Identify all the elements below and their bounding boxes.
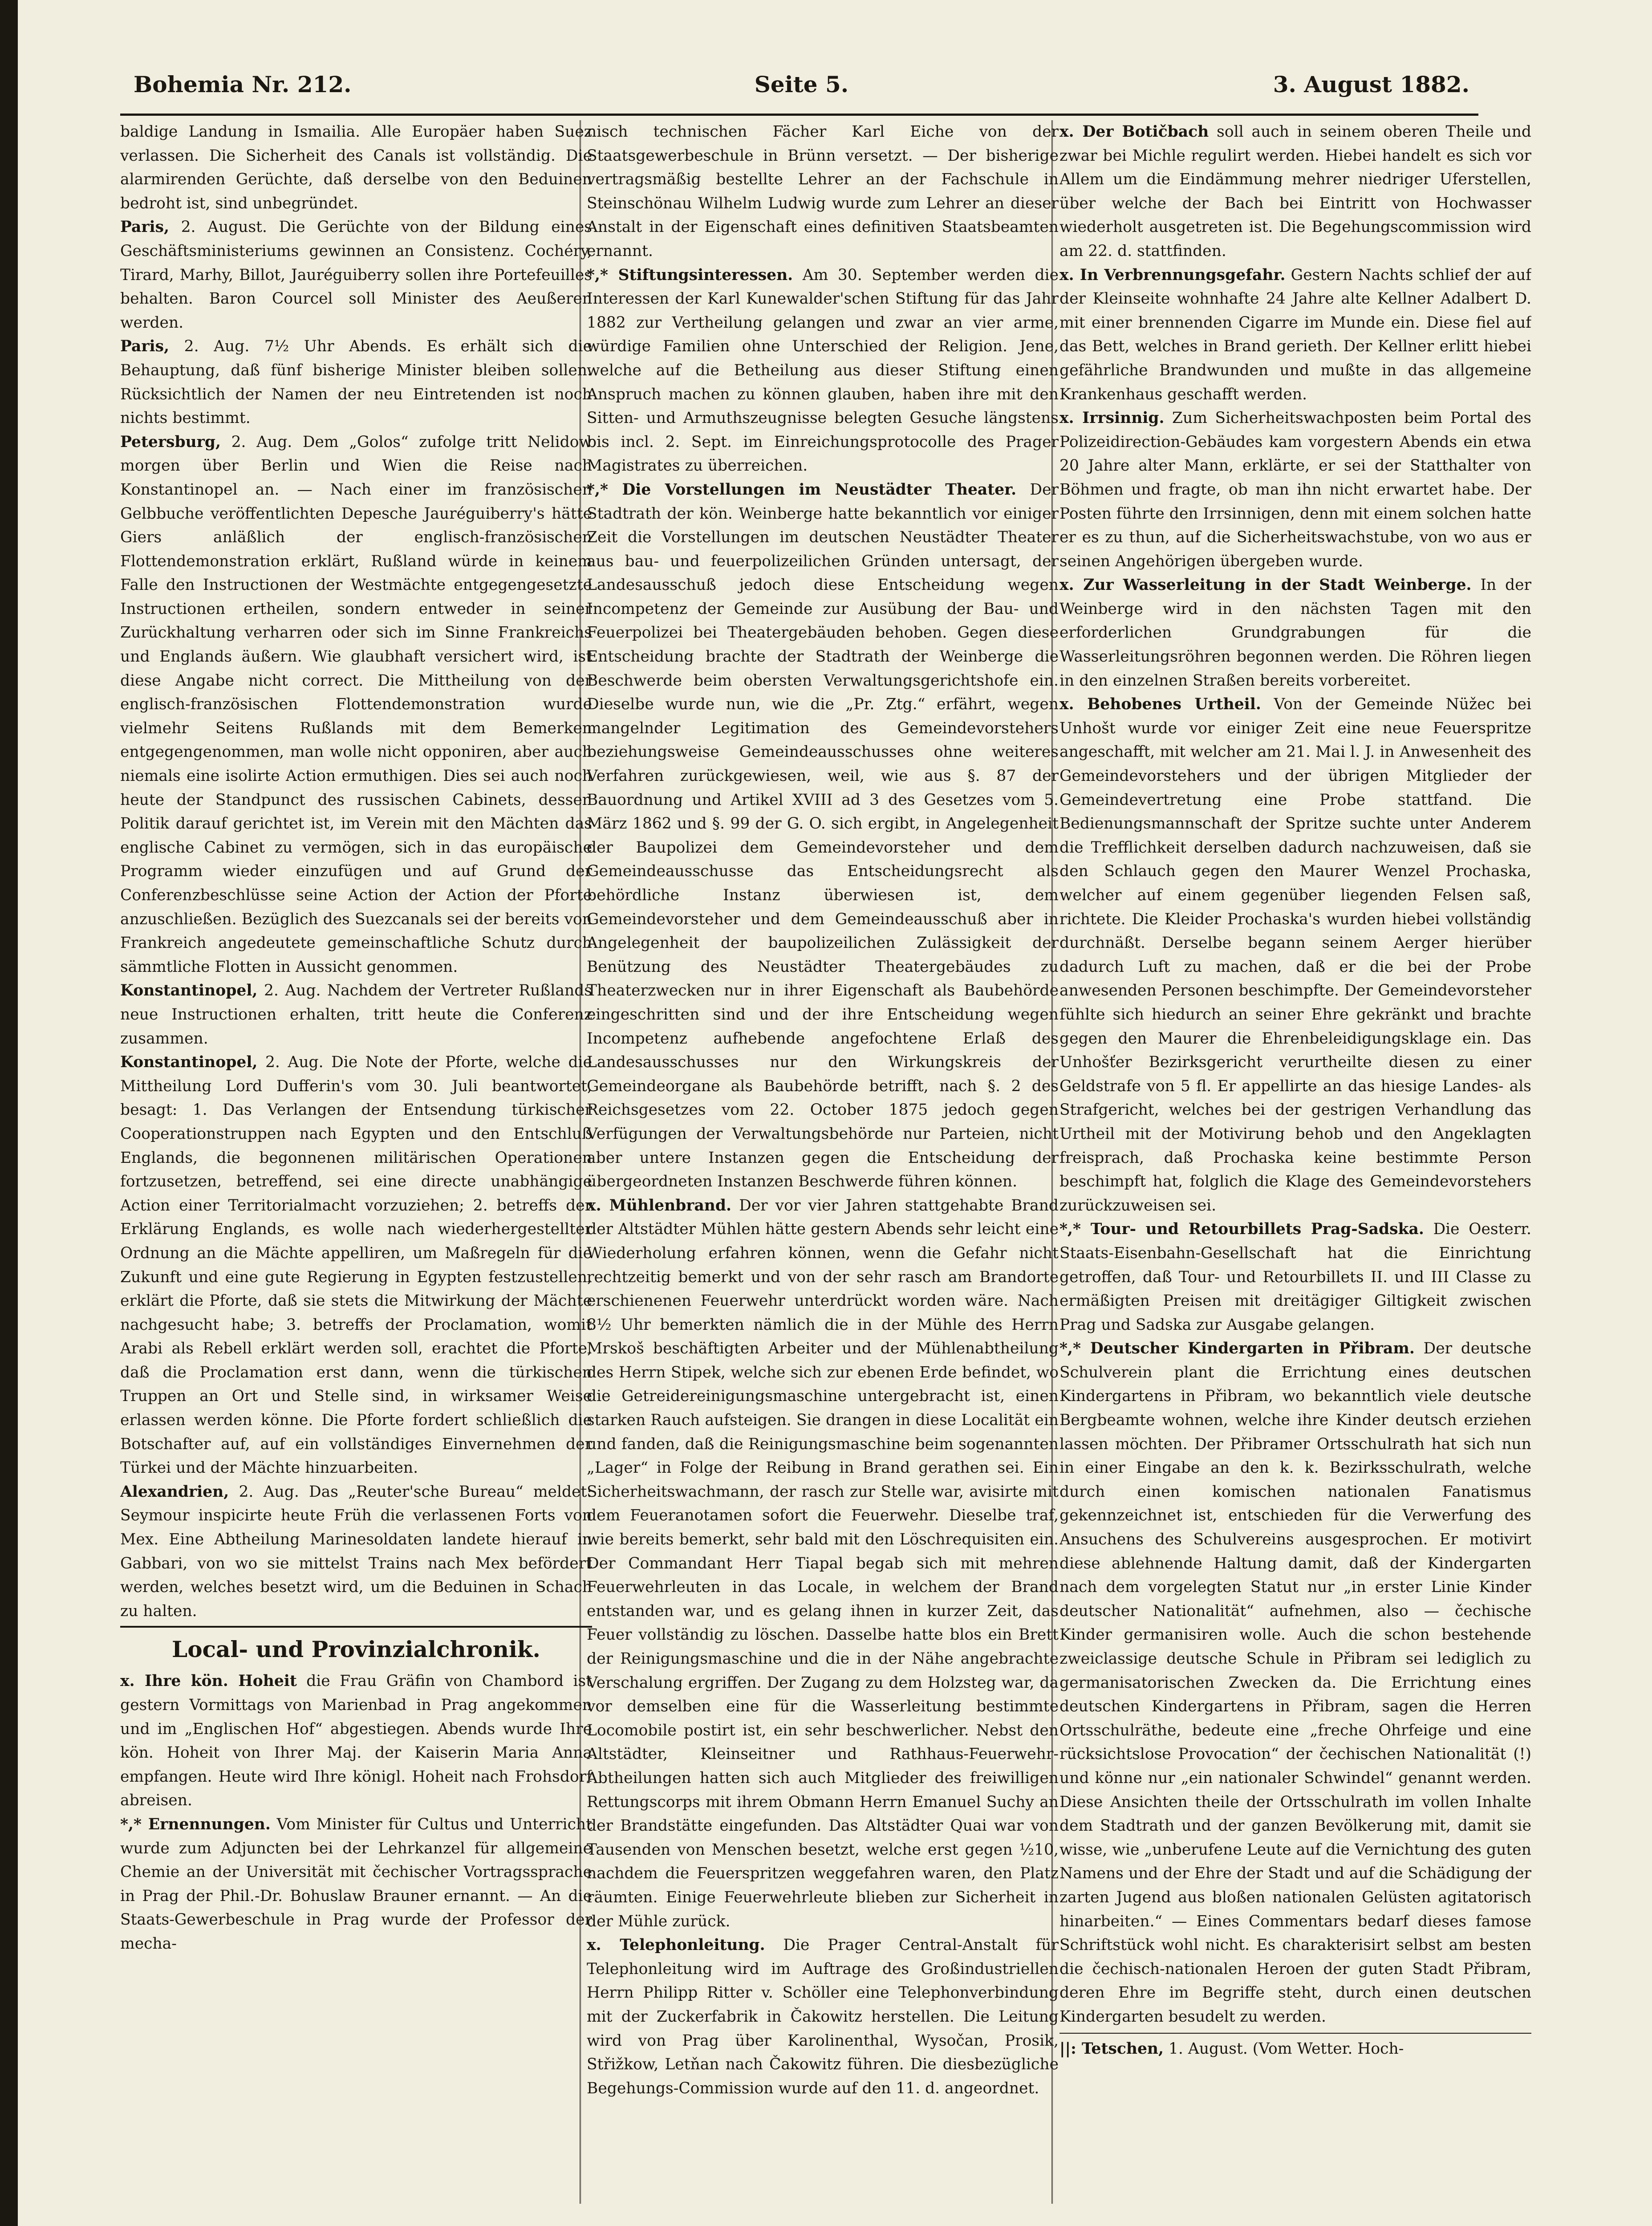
article-paragraph: x. Zur Wasserleitung in der Stadt Weinberge. In der Weinberge wird in den nächsten Tagen mit den erforderlichen Grundgrabungen für die Wasserleitungsröhren begonnen werden. Die Röhren liegen in den einzelnen Straßen bereits vorbereitet. bbox=[1059, 576, 1531, 690]
article-paragraph: *,* Stiftungsinteressen. Am 30. September werden die Interessen der Karl Kunewalder'schen Stiftung für das Jahr 1882 zur Vertheilung gelangen und zwar an vier arme, würdige Familien ohne Unterschied der Religion. Jene, welche auf die Betheilung aus dieser Stiftung einen Anspruch machen zu können glauben, haben ihre mit den Sitten- und Armuthszeugnisse belegten Gesuche längstens bis incl. 2. Sept. im Einreichungsprotocolle des Prager Magistrates zu überreichen. bbox=[587, 266, 1059, 475]
article-paragraph: Konstantinopel, 2. Aug. Die Note der Pforte, welche die Mittheilung Lord Dufferin's vom 30. Juli beantwortet, besagt: 1. Das Verlangen der Entsendung türkischer Cooperationstruppen nach Egypten und den Entschluß Englands, die begonnenen militärischen Operationen fortzusetzen, betreffend, sei eine directe unabhängige Action einer Territorialmacht vorzuziehen; 2. betreffs der Erklärung Englands, es wolle nach wiederhergestellter Ordnung an die Mächte appelliren, um Maßregeln für die Zukunft und eine gute Regierung in Egypten festzustellen, erklärt die Pforte, daß sie stets die Mitwirkung der Mächte nachgesucht habe; 3. betreffs der Proclamation, womit Arabi als Rebell erklärt werden soll, erachtet die Pforte, daß die Proclamation erst dann, wenn die türkischen Truppen an Ort und Stelle sind, in wirksamer Weise erlassen werden könne. Die Pforte fordert schließlich die Botschafter auf, auf ein vollständiges Einvernehmen der Türkei und der Mächte hinzuarbeiten. bbox=[120, 1053, 592, 1477]
page-number: Seite 5. bbox=[754, 71, 849, 97]
article-paragraph: *,* Ernennungen. Vom Minister für Cultus und Unterricht wurde zum Adjuncten bei der Lehrkanzel für allgemeine Chemie an der Universität mit čechischer Vortragssprache in Prag der Phil.-Dr. Bohuslaw Brauner ernannt. — An die Staats-Gewerbeschule in Prag wurde der Professor der mecha- bbox=[120, 1815, 592, 1953]
paper-name: Bohemia Nr. 212. bbox=[134, 71, 352, 97]
column-2 bbox=[587, 120, 1059, 2204]
page-header bbox=[134, 62, 1469, 107]
article-paragraph: Alexandrien, 2. Aug. Das „Reuter'sche Bureau“ meldet: Seymour inspicirte heute Früh die verlassenen Forts von Mex. Eine Abtheilung Marinesoldaten landete hierauf in Gabbari, von wo sie mittelst Trains nach Mex befördert werden, welches besetzt wird, um die Beduinen in Schach zu halten. bbox=[120, 1483, 592, 1620]
section-title: Local- und Provinzialchronik. bbox=[172, 1636, 540, 1663]
article-paragraph: ||: Tetschen, 1. August. (Vom Wetter. Hoch- bbox=[1059, 2039, 1404, 2058]
article-paragraph: Paris, 2. August. Die Gerüchte von der Bildung eines Geschäftsministeriums gewinnen an Consistenz. Cochéry, Tirard, Marhy, Billot, Jauréguiberry sollen ihre Portefeuilles behalten. Baron Courcel soll Minister des Aeußeren werden. bbox=[120, 218, 592, 332]
section-rule bbox=[120, 1626, 592, 1628]
article-paragraph: nisch technischen Fächer Karl Eiche von der Staatsgewerbeschule in Brünn versetzt. — Der bisherige vertragsmäßig bestellte Lehrer an der Fachschule in Steinschönau Wilhelm Ludwig wurde zum Lehrer an dieser Anstalt in der Eigenschaft eines definitiven Staatsbeamten ernannt. bbox=[587, 123, 1059, 260]
article-paragraph: x. Telephonleitung. Die Prager Central-Anstalt für Telephonleitung wird im Auftrage des Großindustriellen Herrn Philipp Ritter v. Schöller eine Telephonverbindung mit der Zuckerfabrik in Čakowitz herstellen. Die Leitung wird von Prag über Karolinenthal, Wysočan, Prosik, Střižkow, Letňan nach Čakowitz führen. Die diesbezügliche Begehungs-Commission wurde auf den 11. d. angeordnet. bbox=[587, 1936, 1059, 2097]
header-rule bbox=[120, 114, 1478, 116]
article-paragraph: baldige Landung in Ismailia. Alle Europäer haben Suez verlassen. Die Sicherheit des Canals ist vollständig. Die alarmirenden Gerüchte, daß derselbe von den Beduinen bedroht ist, sind unbegründet. bbox=[120, 123, 592, 212]
scan-edge bbox=[0, 0, 18, 2226]
article-paragraph: x. Ihre kön. Hoheit die Frau Gräfin von Chambord ist gestern Vormittags von Marienbad in Prag angekommen und im „Englischen Hof“ abgestiegen. Abends wurde Ihre kön. Hoheit von Ihrer Maj. der Kaiserin Maria Anna empfangen. Heute wird Ihre königl. Hoheit nach Frohsdorf abreisen. bbox=[120, 1672, 592, 1810]
article-paragraph: *,* Tour- und Retourbillets Prag-Sadska. Die Oesterr. Staats-Eisenbahn-Gesellschaft hat die Einrichtung getroffen, daß Tour- und Retourbillets II. und III Classe zu ermäßigten Preisen mit dreitägiger Giltigkeit zwischen Prag und Sadska zur Ausgabe gelangen. bbox=[1059, 1220, 1531, 1334]
article-paragraph: x. Der Botičbach soll auch in seinem oberen Theile und zwar bei Michle regulirt werden. Hiebei handelt es sich vor Allem um die Eindämmung mehrer niedriger Uferstellen, über welche der Bach bei Eintritt von Hochwasser wiederholt ausgetreten ist. Die Begehungscommission wird am 22. d. stattfinden. bbox=[1059, 123, 1531, 260]
column-1 bbox=[120, 120, 592, 2204]
article-rule bbox=[1059, 2033, 1531, 2034]
article-paragraph: Konstantinopel, 2. Aug. Nachdem der Vertreter Rußlands neue Instructionen erhalten, tritt heute die Conferenz zusammen. bbox=[120, 982, 592, 1048]
article-paragraph: x. Behobenes Urtheil. Von der Gemeinde Nüžec bei Unhošt wurde vor einiger Zeit eine neue Feuerspritze angeschafft, mit welcher am 21. Mai l. J. in Anwesenheit des Gemeindevorstehers und der übrigen Mitglieder der Gemeindevertretung eine Probe stattfand. Die Bedienungsmannschaft der Spritze suchte unter Anderem die Trefflichkeit derselben dadurch nachzuweisen, daß sie den Schlauch gegen den Maurer Wenzel Prochaska, welcher auf einem gegenüber liegenden Felsen saß, richtete. Die Kleider Prochaska's wurden hiebei vollständig durchnäßt. Derselbe begann seinem Aerger hierüber dadurch Luft zu machen, daß er die bei der Probe anwesenden Personen beschimpfte. Der Gemeindevorsteher fühlte sich hiedurch an seiner Ehre gekränkt und brachte gegen den Maurer die Ehrenbeleidigungsklage ein. Das Unhošťer Bezirksgericht verurtheilte diesen zu einer Geldstrafe von 5 fl. Er appellirte an das hiesige Landes- als Strafgericht, welches bei der gestrigen Verhandlung das Urtheil mit der Motivirung behob und den Angeklagten freisprach, daß Prochaska keine bestimmte Person beschimpft hat, folglich die Klage des Gemeindevorstehers zurückzuweisen sei. bbox=[1059, 695, 1531, 1215]
column-3 bbox=[1059, 120, 1531, 2204]
issue-date: 3. August 1882. bbox=[1273, 71, 1469, 97]
article-paragraph: *,* Deutscher Kindergarten in Přibram. Der deutsche Schulverein plant die Errichtung eines deutschen Kindergartens in Přibram, wo bekanntlich viele deutsche Bergbeamte wohnen, welche ihre Kinder deutsch erziehen lassen möchten. Der Přibramer Ortsschulrath hat sich nun in einer Eingabe an den k. k. Bezirksschulrath, welche durch einen komischen nationalen Fanatismus gekennzeichnet ist, entschieden für die Verwerfung des Ansuchens des Schulvereins ausgesprochen. Er motivirt diese ablehnende Haltung damit, daß der Kindergarten nach dem vorgelegten Statut nur „in erster Linie Kinder deutscher Nationalität“ aufnehmen, also — čechische Kinder germanisiren wolle. Auch die schon bestehende zweiclassige deutsche Schule in Přibram sei lediglich zu germanisatorischen Zwecken da. Die Errichtung eines deutschen Kindergartens in Přibram, sagen die Herren Ortsschulräthe, bedeute eine „freche Ohrfeige und eine rücksichtslose Provocation“ der čechischen Nationalität (!) und könne nur „ein nationaler Schwindel“ genannt werden. Diese Ansichten theile der Ortsschulrath im vollen Inhalte dem Stadtrath und der ganzen Bevölkerung mit, damit sie wisse, wie „unberufene Leute auf die Vernichtung des guten Namens und der Ehre der Stadt und auf die Schädigung der zarten Jugend aus bloßen nationalen Gelüsten agitatorisch hinarbeiten.“ — Eines Commentars bedarf dieses famose Schriftstück wohl nicht. Es charakterisirt selbst am besten die čechisch-nationalen Heroen der guten Stadt Přibram, deren Ehre im Begriffe steht, durch einen deutschen Kindergarten besudelt zu werden. bbox=[1059, 1340, 1531, 2026]
article-paragraph: *,* Die Vorstellungen im Neustädter Theater. Der Stadtrath der kön. Weinberge hatte bekanntlich vor einiger Zeit die Vorstellungen im deutschen Neustädter Theater aus bau- und feuerpolizeilichen Gründen untersagt, der Landesausschuß jedoch diese Entscheidung wegen Incompetenz der Gemeinde zur Ausübung der Bau- und Feuerpolizei bei Theatergebäuden behoben. Gegen diese Entscheidung brachte der Stadtrath der Weinberge die Beschwerde beim obersten Verwaltungsgerichtshofe ein. Dieselbe wurde nun, wie die „Pr. Ztg.“ erfährt, wegen mangelnder Legitimation des Gemeindevorstehers beziehungsweise Gemeindeausschusses ohne weiteres Verfahren zurückgewiesen, weil, wie aus §. 87 der Bauordnung und Artikel XVIII ad 3 des Gesetzes vom 5. März 1862 und §. 99 der G. O. sich ergibt, in Angelegenheit der Baupolizei dem Gemeindevorsteher und dem Gemeindeausschusse das Entscheidungsrecht als behördliche Instanz überwiesen ist, dem Gemeindevorsteher und dem Gemeindeausschuß aber in Angelegenheit der baupolizeilichen Zulässigkeit der Benützung des Neustädter Theatergebäudes zu Theaterzwecken nur in ihrer Eigenschaft als Baubehörde eingeschritten sind und der ihre Entscheidung wegen Incompetenz aufhebende angefochtene Erlaß des Landesausschusses nur den Wirkungskreis der Gemeindeorgane als Baubehörde betrifft, nach §. 2 des Reichsgesetzes vom 22. October 1875 jedoch gegen Verfügungen der Verwaltungsbehörde nur Parteien, nicht aber untere Instanzen gegen die Entscheidung der übergeordneten Instanzen Beschwerde führen können. bbox=[587, 480, 1059, 1191]
article-paragraph: x. Mühlenbrand. Der vor vier Jahren stattgehabte Brand der Altstädter Mühlen hätte gestern Abends sehr leicht eine Wiederholung erfahren können, wenn die Gefahr nicht rechtzeitig bemerkt und von der sehr rasch am Brandorte erschienenen Feuerwehr unterdrückt worden wäre. Nach 8½ Uhr bemerkten nämlich die in der Mühle des Herrn Mrskoš beschäftigten Arbeiter und der Mühlenabtheilung des Herrn Stipek, welche sich zur ebenen Erde befindet, wo die Getreidereinigungsmaschine untergebracht ist, einen starken Rauch aufsteigen. Sie drangen in diese Localität ein und fanden, daß die Reinigungsmaschine beim sogenannten „Lager“ in Folge der Reibung in Brand gerathen sei. Ein Sicherheitswachmann, der rasch zur Stelle war, avisirte mit dem Feueranotamen sofort die Feuerwehr. Dieselbe traf, wie bereits bemerkt, sehr bald mit den Löschrequisiten ein. Der Commandant Herr Tiapal begab sich mit mehren Feuerwehrleuten in das Locale, in welchem der Brand entstanden war, und es gelang ihnen in kurzer Zeit, das Feuer vollständig zu löschen. Dasselbe hatte blos ein Brett der Reinigungsmaschine und die in der Nähe angebrachte Verschalung ergriffen. Der Zugang zu dem Holzsteg war, da vor demselben eine für die Wasserleitung bestimmte Locomobile postirt ist, ein sehr beschwerlicher. Nebst den Altstädter, Kleinseitner und Rathhaus-Feuerwehr-Abtheilungen hatten sich auch Mitglieder des freiwilligen Rettungscorps mit ihrem Obmann Herrn Emanuel Suchy an der Brandstätte eingefunden. Das Altstädter Quai war von Tausenden von Menschen besetzt, welche erst gegen ½10, nachdem die Feuerspritzen weggefahren waren, den Platz räumten. Einige Feuerwehrleute blieben zur Sicherheit in der Mühle zurück. bbox=[587, 1196, 1059, 1930]
article-paragraph: Paris, 2. Aug. 7½ Uhr Abends. Es erhält sich die Behauptung, daß fünf bisherige Minister bleiben sollen. Rücksichtlich der Namen der neu Eintretenden ist noch nichts bestimmt. bbox=[120, 337, 592, 427]
article-paragraph: x. In Verbrennungsgefahr. Gestern Nachts schlief der auf der Kleinseite wohnhafte 24 Jahre alte Kellner Adalbert D. mit einer brennenden Cigarre im Munde ein. Diese fiel auf das Bett, welches in Brand gerieth. Der Kellner erlitt hiebei gefährliche Brandwunden und mußte in das allgemeine Krankenhaus geschafft werden. bbox=[1059, 266, 1531, 403]
article-paragraph: x. Irrsinnig. Zum Sicherheitswachposten beim Portal des Polizeidirection-Gebäudes kam vorgestern Abends ein etwa 20 Jahre alter Mann, erklärte, er sei der Statthalter von Böhmen und fragte, ob man ihn nicht erwartet habe. Der Posten führte den Irrsinnigen, denn mit einem solchen hatte er es zu thun, auf die Sicherheitswachstube, von wo aus er seinen Angehörigen übergeben wurde. bbox=[1059, 409, 1531, 570]
article-paragraph: Petersburg, 2. Aug. Dem „Golos“ zufolge tritt Nelidow morgen über Berlin und Wien die Reise nach Konstantinopel an. — Nach einer im französischen Gelbbuche veröffentlichten Depesche Jauréguiberry's hätte Giers anläßlich der englisch-französischen Flottendemonstration erklärt, Rußland würde in keinem Falle den Instructionen der Westmächte entgegengesetzte Instructionen ertheilen, sondern entweder in seiner Zurückhaltung verharren oder sich im Sinne Frankreichs und Englands äußern. Wie glaubhaft versichert wird, ist diese Angabe nicht correct. Die Mittheilung von der englisch-französischen Flottendemonstration wurde vielmehr Seitens Rußlands mit dem Bemerken entgegengenommen, man wolle nicht opponiren, aber auch niemals eine isolirte Action ermuthigen. Dies sei auch noch heute der Standpunct des russischen Cabinets, dessen Politik darauf gerichtet ist, im Verein mit den Mächten das englische Cabinet zu vermögen, sich in das europäische Programm wieder einzufügen und auf Grund der Conferenzbeschlüsse seine Action der Action der Pforte anzuschließen. Bezüglich des Suezcanals sei der bereits von Frankreich angedeutete gemeinschaftliche Schutz durch sämmtliche Flotten in Aussicht genommen. bbox=[120, 433, 592, 976]
